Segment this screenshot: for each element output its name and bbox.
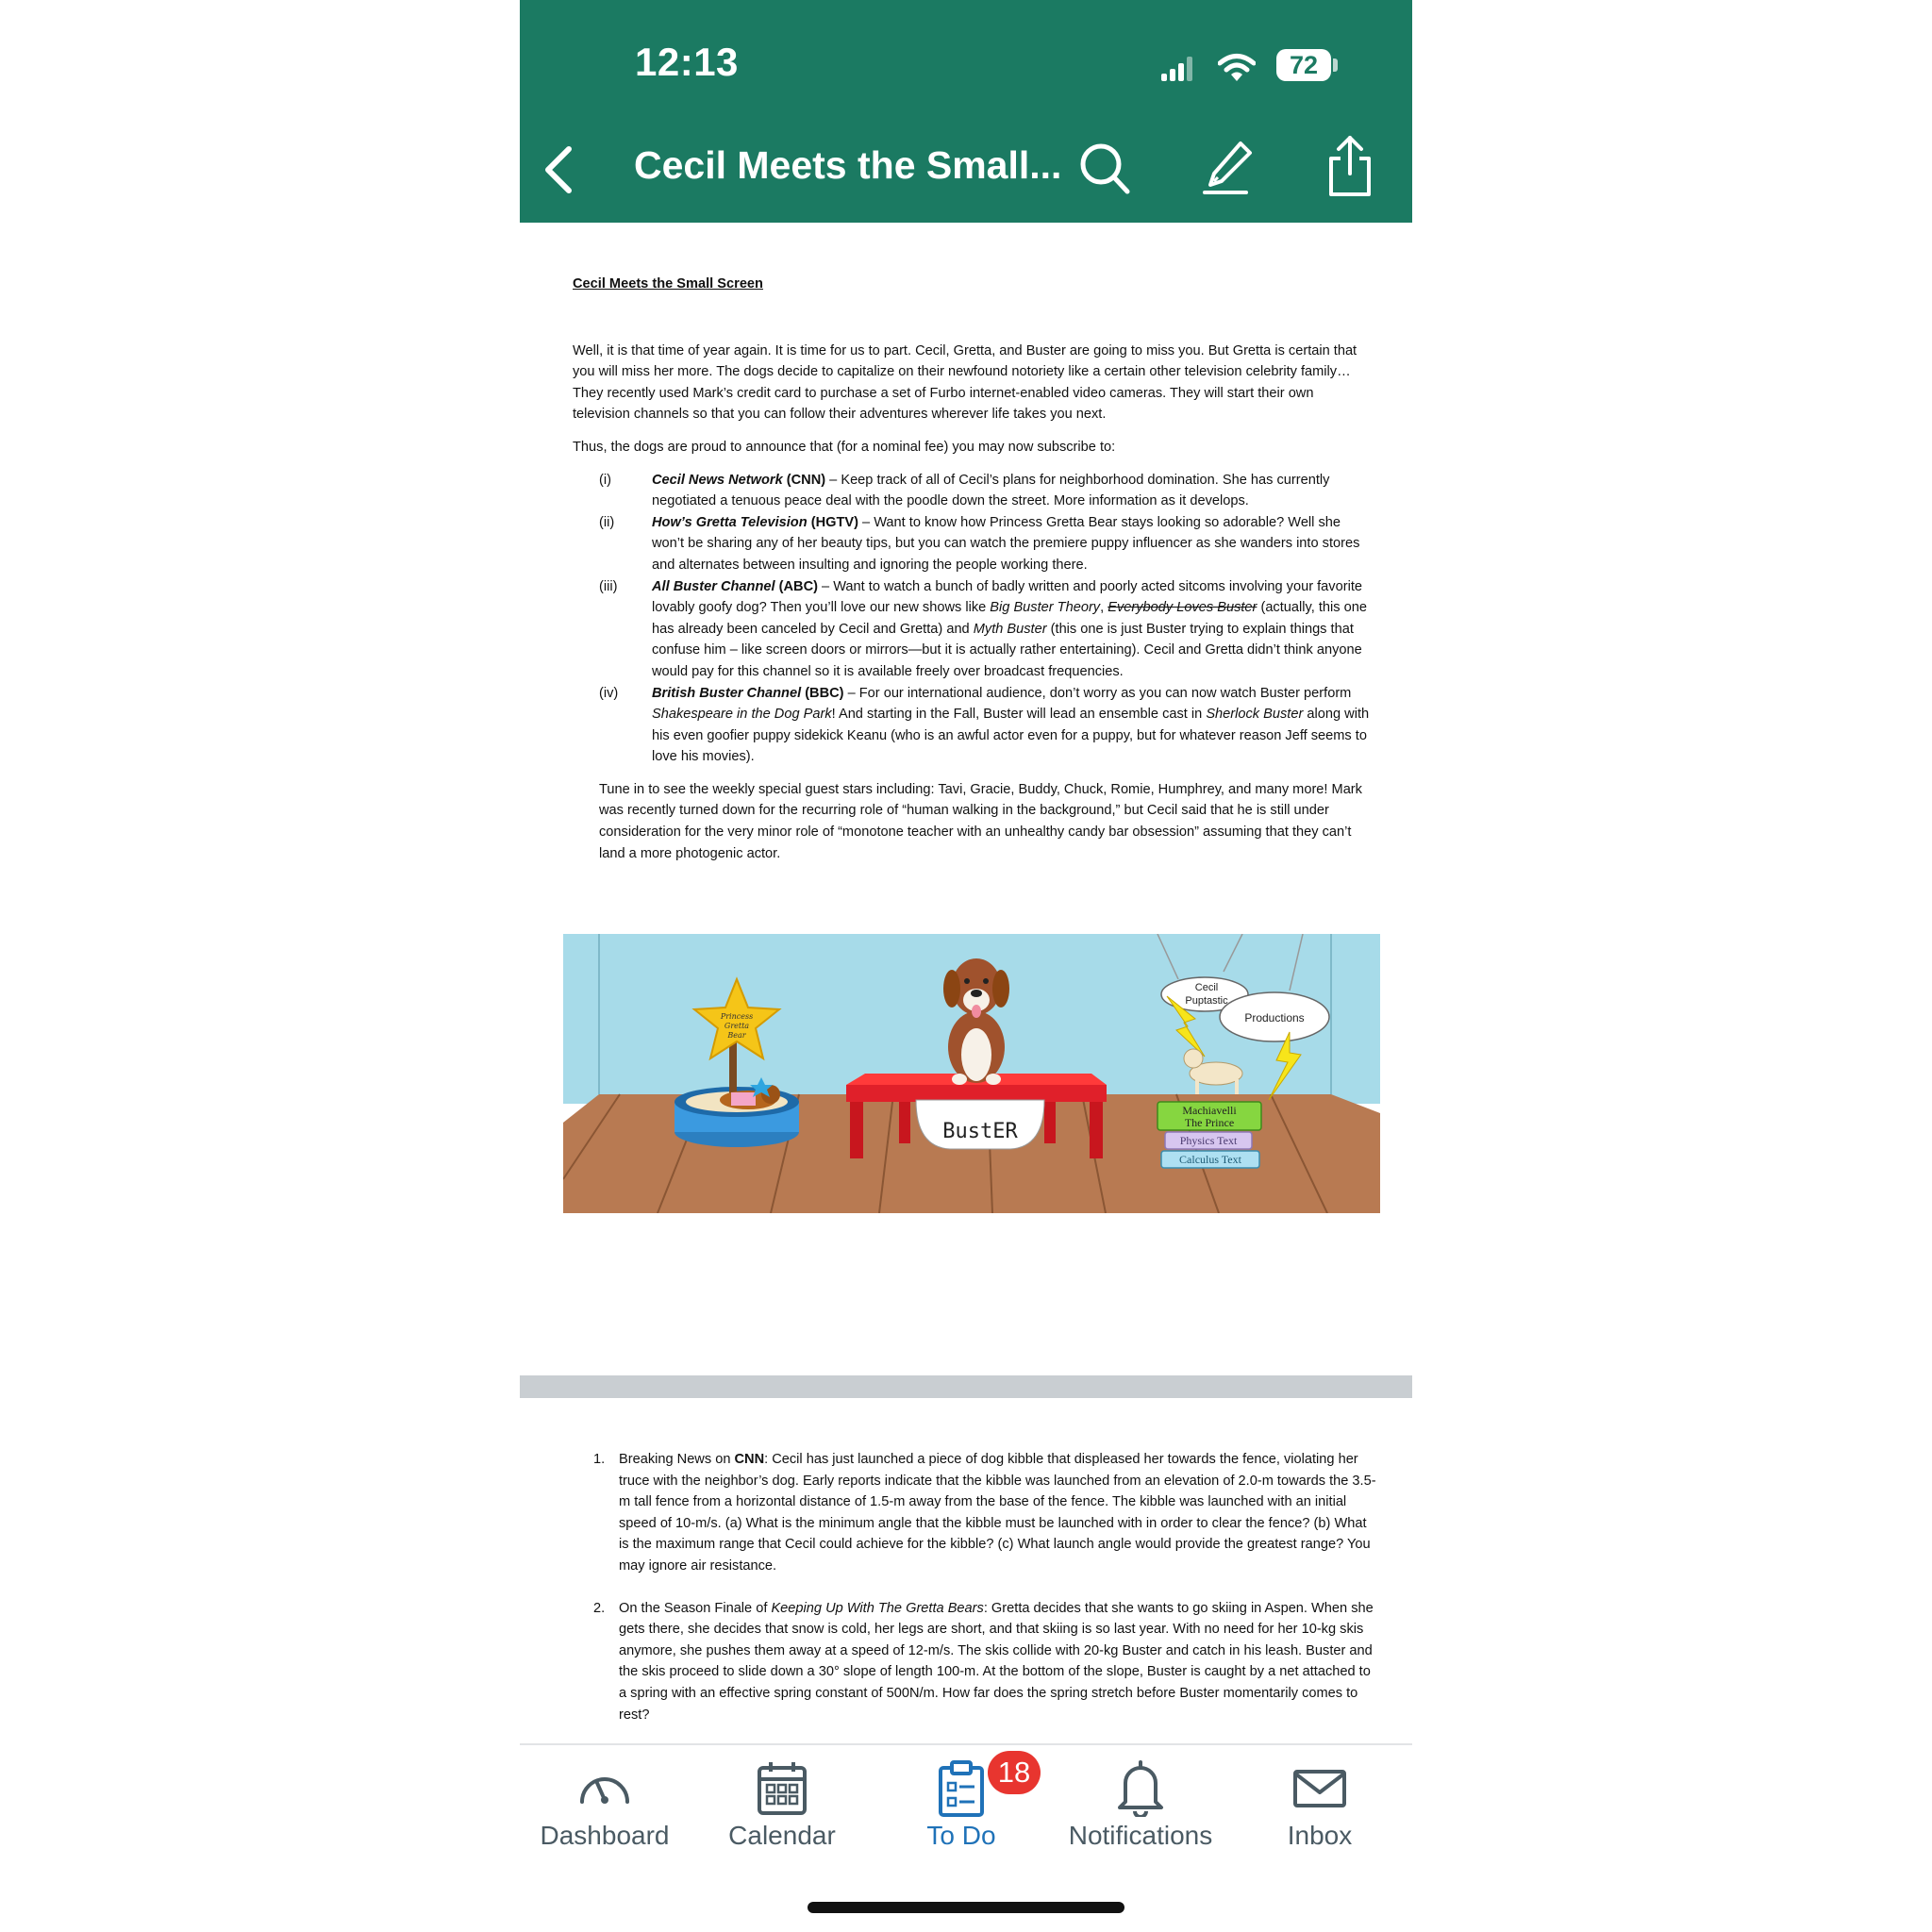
problem-number: 2. — [593, 1600, 606, 1616]
search-button[interactable] — [1076, 138, 1133, 198]
channel-text: – Keep track of all of Cecil’s plans for neighborhood domination. She has currently negotiated a tenuous peace deal with the poodle down the street. More information as it develops. — [652, 472, 1330, 509]
bell-icon — [1112, 1758, 1169, 1817]
show-title: Keeping Up With The Gretta Bears — [771, 1600, 984, 1616]
channel-name: How’s Gretta Television — [652, 514, 808, 530]
channel-text: (actually, this one has already been canceled by Cecil and Gretta) and — [652, 600, 1367, 637]
problem-text: On the Season Finale of — [619, 1600, 772, 1616]
chevron-left-icon — [535, 142, 582, 198]
channel-name: British Buster Channel — [652, 685, 802, 701]
channel-number: (i) — [599, 472, 611, 488]
channel-text: – Want to know how Princess Gretta Bear stays looking so adorable? Well she won’t be sharing any of her beauty tips, but you can watch the premiere puppy influencer as she wanders into stores and alternates between insulting and ignoring the people working there. — [652, 514, 1360, 573]
channel-name: All Buster Channel — [652, 578, 775, 594]
channel-abbr: (ABC) — [778, 578, 818, 594]
channel-abbr: (BBC) — [805, 685, 844, 701]
document-page[interactable] — [520, 223, 1412, 1375]
tab-label: Calendar — [728, 1821, 836, 1850]
star-text: Gretta — [724, 1022, 750, 1030]
channel-abbr: (CNN) — [786, 472, 826, 488]
star-text: Princess — [720, 1012, 754, 1021]
intro-paragraph: Well, it is that time of year again. It is time for us to part. Cecil, Gretta, and Buster are going to miss you. But Gretta is certain that you will miss her more. The dogs decide to capitalize on their newfound notoriety like a certain other television celebrity family… They recently used Mark’s credit card to purchase a set of Furbo internet-enabled video cameras. They will start their own television channels so that you can follow their adventures wherever life takes you next. — [573, 342, 1357, 423]
todo-icon — [933, 1758, 990, 1817]
pen-icon — [1199, 138, 1256, 198]
book-text: The Prince — [1184, 1116, 1235, 1129]
cloud-text: Productions — [1244, 1011, 1305, 1024]
wifi-icon — [1218, 53, 1256, 83]
channel-list — [573, 470, 1374, 768]
signal-icon — [1161, 57, 1195, 81]
channel-text: along with his even goofier puppy sidekick Keanu (who is an awful actor even for a puppy, but for whatever reason Jeff seems to love his movies). — [652, 707, 1370, 765]
battery-level: 72 — [1289, 51, 1319, 79]
status-time: 12:13 — [635, 40, 739, 84]
channel-text: (this one is just Buster trying to explain things that confuse him – like screen doors or mirrors—but it is actually rather entertaining). Cecil and Gretta didn’t think anyone would pay for this channel so it is available freely over broadcast frequencies. — [652, 621, 1362, 679]
show-title: Shakespeare in the Dog Park — [652, 707, 832, 723]
share-icon — [1322, 134, 1378, 198]
channel-item — [573, 470, 1374, 512]
channel-number: (ii) — [599, 514, 615, 530]
tab-label: Dashboard — [540, 1821, 670, 1850]
problem-text: : Gretta decides that she wants to go skiing in Aspen. When she gets there, she decides that snow is cold, her legs are short, and that skiing is so last year. With no need for her 10-kg skis anymore, she pushes them away at a speed of 12-m/s. The skis collide with 20-kg Buster and catch in his leash. Buster and the skis proceed to slide down a 30° slope of length 100-m. At the bottom of the slope, Buster is caught by a net attached to a spring with an effective spring constant of 500N/m. How far does the spring stretch before Buster momentarily comes to rest? — [619, 1600, 1374, 1723]
problem-item — [593, 1449, 1376, 1577]
tab-label: Notifications — [1068, 1821, 1213, 1850]
red-table — [846, 1085, 1107, 1102]
channel-abbr: (HGTV) — [810, 514, 858, 530]
channel-number: (iii) — [599, 578, 618, 594]
show-title: Big Buster Theory — [990, 600, 1101, 616]
channel-text: ! And starting in the Fall, Buster will lead an ensemble cast in — [831, 707, 1207, 723]
show-title-canceled: Everybody Loves Buster — [1108, 600, 1257, 616]
table-sign: BustER — [942, 1120, 1018, 1143]
cloud-right — [1220, 992, 1329, 1041]
guest-stars-paragraph: Tune in to see the weekly special guest stars including: Tavi, Gracie, Buddy, Chuck, Romie, Humphrey, and many more! Mark was recently turned down for the recurring role of “human walking in the background,” but Cecil said that he is still under consideration for the very minor role of “monotone teacher with an unhealthy candy bar obsession” assuming that they can’t land a more photogenic actor. — [599, 781, 1362, 861]
cloud-text: Cecil — [1194, 982, 1219, 993]
studio-illustration — [563, 934, 1380, 1213]
battery-nub — [1333, 58, 1338, 72]
show-title: Myth Buster — [973, 621, 1047, 637]
document-body — [573, 274, 1374, 864]
dashboard-icon — [576, 1758, 633, 1817]
document-title: Cecil Meets the Small... — [634, 143, 1062, 187]
channel-item — [573, 683, 1374, 768]
book-text: Physics Text — [1179, 1134, 1238, 1147]
tab-label: Inbox — [1287, 1821, 1353, 1850]
tab-label: To Do — [926, 1821, 996, 1850]
home-indicator — [808, 1902, 1124, 1913]
todo-count-badge: 18 — [988, 1751, 1041, 1794]
problem-text: : Cecil has just launched a piece of dog kibble that displeased her towards the fence, violating her truce with the neighbor’s dog. Early reports indicate that the kibble was launched from an elevation of 2.0-m towards the 3.5-m tall fence from a horizontal distance of 1.5-m away from the base of the fence. The kibble was launched with an initial speed of 10-m/s. (a) What is the minimum angle that the kibble must be launched with in order to clear the fence? (b) What is the maximum range that Cecil could achieve for the kibble? (c) What launch angle would provide the greatest range? You may ignore air resistance. — [619, 1452, 1376, 1574]
search-icon — [1076, 138, 1133, 198]
book-text: Calculus Text — [1179, 1153, 1241, 1166]
annotate-button[interactable] — [1199, 138, 1256, 198]
separator: , — [1100, 600, 1108, 616]
subscribe-paragraph: Thus, the dogs are proud to announce that (for a nominal fee) you may now subscribe to: — [573, 439, 1116, 455]
tab-calendar[interactable] — [697, 1745, 867, 1877]
channel-text: – For our international audience, don’t worry as you can now watch Buster perform — [843, 685, 1352, 701]
problem-text: Breaking News on — [619, 1452, 735, 1467]
channel-number: (iv) — [599, 685, 619, 701]
channel-item — [573, 576, 1374, 683]
cloud-text: Puptastic — [1185, 995, 1228, 1007]
star-text: Bear — [727, 1031, 746, 1040]
channel-name: Cecil News Network — [652, 472, 783, 488]
problem-list — [593, 1449, 1376, 1746]
app-header — [520, 0, 1412, 223]
tab-dashboard[interactable] — [520, 1745, 690, 1877]
share-button[interactable] — [1322, 134, 1378, 194]
phone-screen — [520, 0, 1412, 1932]
channel-text: – Want to watch a bunch of badly written and poorly acted sitcoms involving your favorite lovably goofy dog? Then you’ll love our new shows like — [652, 578, 1362, 616]
document-page-2[interactable] — [520, 1398, 1412, 1745]
tab-inbox[interactable] — [1235, 1745, 1405, 1877]
show-title: Sherlock Buster — [1206, 707, 1304, 723]
battery-icon — [1276, 49, 1331, 81]
page-separator — [520, 1375, 1412, 1398]
problem-item — [593, 1598, 1376, 1726]
problem-number: 1. — [593, 1452, 606, 1467]
back-button[interactable] — [535, 142, 582, 198]
channel-item — [573, 512, 1374, 576]
tab-notifications[interactable] — [1056, 1745, 1225, 1877]
book-text: Machiavelli — [1182, 1104, 1237, 1117]
calendar-icon — [754, 1758, 810, 1817]
inbox-icon — [1291, 1758, 1348, 1817]
problem-bold: CNN — [734, 1452, 765, 1467]
document-heading: Cecil Meets the Small Screen — [573, 276, 763, 291]
